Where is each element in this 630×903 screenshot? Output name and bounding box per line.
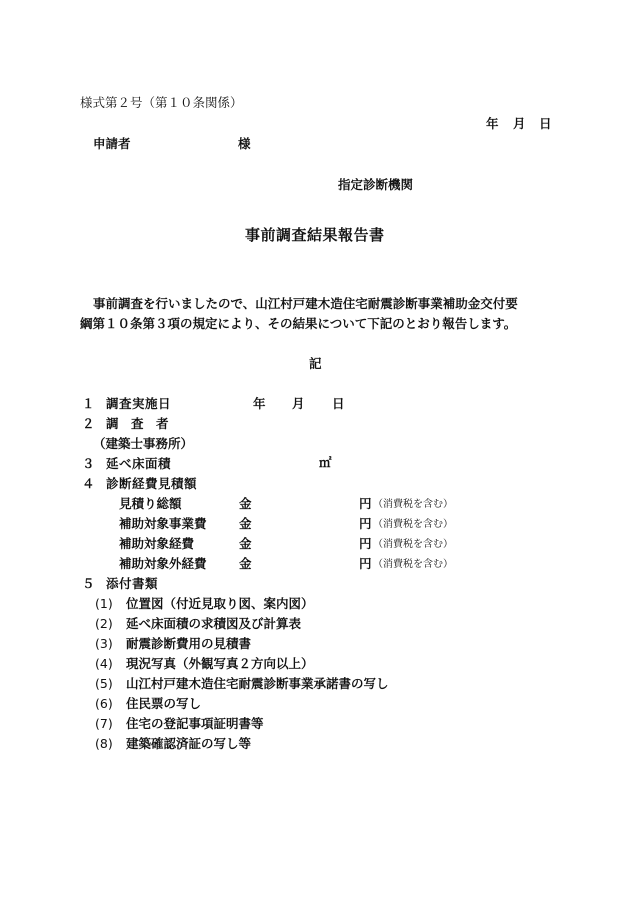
item-3-unit: ㎡ [319, 455, 332, 470]
item-3-label: 延べ床面積 [106, 456, 172, 471]
cost-row-tax-note: （消費税を含む） [373, 499, 453, 510]
cost-row-label: 補助対象経費 [119, 536, 195, 551]
cost-row-yen: 円 [359, 496, 372, 511]
cost-row-kin: 金 [239, 536, 252, 551]
attachment-number: (4) [95, 656, 113, 671]
item-5-label: 添付書類 [106, 576, 159, 591]
attachment-number: (2) [95, 616, 113, 631]
cost-row-label: 補助対象外経費 [119, 556, 207, 571]
item-2-sub: （建築士事務所） [93, 436, 194, 451]
item-1-number: １ [82, 396, 95, 411]
cost-row-tax-note: （消費税を含む） [373, 559, 453, 570]
attachment-number: (3) [95, 636, 113, 651]
attachment-text: 耐震診断費用の見積書 [126, 636, 252, 651]
attachment-number: (5) [95, 676, 113, 691]
cost-row-kin: 金 [239, 516, 252, 531]
institution-label: 指定診断機関 [338, 177, 414, 192]
date-day-label: 日 [539, 116, 552, 131]
cost-row-label: 見積り総額 [119, 496, 182, 511]
body-line-1: 事前調査を行いましたので、山江村戸建木造住宅耐震診断事業補助金交付要 [93, 296, 518, 311]
applicant-label: 申請者 [93, 136, 131, 151]
cost-row-kin: 金 [239, 556, 252, 571]
attachment-text: 住民票の写し [126, 696, 202, 711]
cost-row-yen: 円 [359, 536, 372, 551]
cost-row-label: 補助対象事業費 [119, 516, 207, 531]
honorific: 様 [238, 136, 251, 151]
item-4-label: 診断経費見積額 [106, 476, 198, 491]
item-1-label: 調査実施日 [106, 396, 172, 411]
date-month-label: 月 [513, 116, 526, 131]
item-1-day: 日 [332, 396, 345, 411]
date-year-label: 年 [486, 116, 499, 131]
item-4-number: ４ [82, 476, 95, 491]
attachment-number: (7) [95, 716, 113, 731]
document-title: 事前調査結果報告書 [245, 226, 385, 244]
item-2-label: 調 査 者 [106, 416, 169, 431]
item-2-number: ２ [82, 416, 95, 431]
attachment-text: 延べ床面積の求積図及び計算表 [126, 616, 302, 631]
item-1-year: 年 [253, 396, 266, 411]
cost-row-kin: 金 [239, 496, 252, 511]
attachment-number: (1) [95, 596, 113, 611]
attachment-text: 位置図（付近見取り図、案内図） [126, 596, 314, 611]
item-1-month: 月 [292, 396, 305, 411]
attachment-text: 山江村戸建木造住宅耐震診断事業承諾書の写し [126, 676, 389, 691]
item-3-number: ３ [82, 456, 95, 471]
attachment-text: 住宅の登記事項証明書等 [126, 716, 264, 731]
cost-row-yen: 円 [359, 556, 372, 571]
ki-label: 記 [309, 356, 322, 371]
attachment-text: 現況写真（外観写真２方向以上） [126, 656, 314, 671]
cost-row-tax-note: （消費税を含む） [373, 519, 453, 530]
form-number: 様式第２号（第１０条関係） [80, 95, 243, 110]
attachment-number: (8) [95, 736, 113, 751]
item-5-number: ５ [82, 576, 95, 591]
cost-row-tax-note: （消費税を含む） [373, 539, 453, 550]
cost-row-yen: 円 [359, 516, 372, 531]
attachment-text: 建築確認済証の写し等 [126, 736, 252, 751]
body-line-2: 綱第１０条第３項の規定により、その結果について下記のとおり報告します。 [80, 316, 517, 331]
attachment-number: (6) [95, 696, 113, 711]
